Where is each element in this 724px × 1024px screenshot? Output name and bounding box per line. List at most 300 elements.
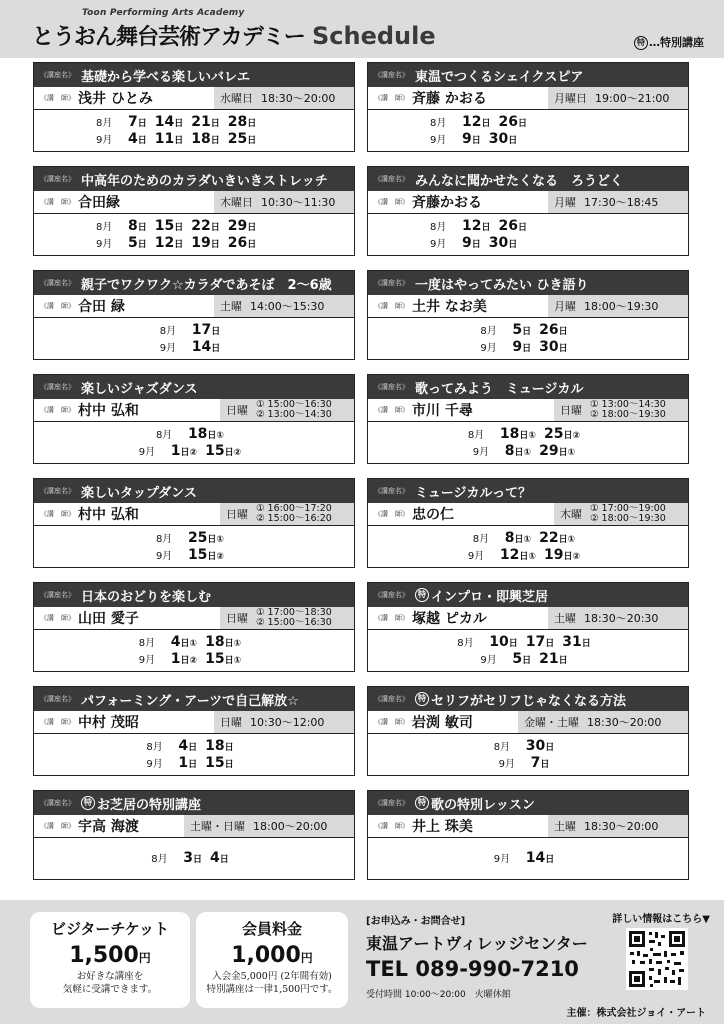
month-label: 8月	[96, 221, 113, 233]
session-date: 30日	[488, 234, 518, 251]
course-name-label: 《講座名》	[374, 695, 409, 703]
course-header	[34, 687, 354, 711]
course-title-text: 東温でつくるシェイクスピア	[415, 69, 584, 85]
weekday: 日曜	[226, 508, 248, 521]
time-slot: ② 15:00〜16:20	[256, 513, 332, 524]
month-label: 9月	[472, 446, 490, 458]
course-card[interactable]	[367, 270, 689, 360]
special-mark-icon: 特	[81, 796, 95, 810]
month-label: 9月	[138, 446, 156, 458]
course-header	[34, 63, 354, 87]
session-date: 15日②	[205, 442, 242, 459]
session-date: 22日	[191, 217, 220, 234]
month-label: 9月	[493, 854, 511, 865]
session-date: 1日	[178, 754, 198, 771]
course-title-text: 楽しいタップダンス	[81, 485, 197, 501]
date-row	[96, 218, 354, 235]
course-name-label: 《講座名》	[40, 799, 75, 807]
time-slots	[584, 194, 658, 210]
session-date: 26日	[539, 321, 568, 338]
instructor-label: 《講 師》	[40, 614, 75, 622]
session-dates	[34, 526, 354, 567]
course-title-text: お芝居の特別講座	[97, 797, 202, 813]
month-label: 8月	[155, 429, 173, 441]
course-title	[415, 794, 535, 813]
time-slot: ① 15:00〜16:30	[256, 399, 332, 410]
time-slot: 18:30〜20:00	[587, 716, 662, 729]
time-slot: ② 15:00〜16:30	[256, 617, 332, 628]
instructor-name: 村中 弘和	[78, 507, 139, 523]
instructor-row	[34, 503, 354, 526]
session-date: 1日②	[170, 650, 198, 667]
instructor-row	[368, 607, 688, 630]
weekday: 日曜	[226, 404, 248, 417]
course-name-label: 《講座名》	[374, 591, 409, 599]
special-mark-icon: 特	[634, 36, 648, 50]
legend-text: …特別講座	[649, 36, 704, 49]
instructor-name: 合田緑	[78, 195, 120, 211]
page-header	[0, 0, 724, 58]
session-date: 14日	[191, 338, 221, 355]
date-row	[468, 547, 588, 564]
session-date: 29日	[227, 217, 257, 234]
date-row	[139, 634, 249, 651]
instructor-name: 市川 千尋	[412, 403, 473, 419]
month-label: 8月	[146, 741, 163, 753]
course-title-text: インプロ・即興芝居	[431, 589, 549, 605]
instructor-name: 浅井 ひとみ	[78, 91, 153, 107]
instructor-row	[368, 399, 688, 422]
course-name-label: 《講座名》	[374, 175, 409, 183]
instructor-name: 斉藤かおる	[412, 195, 482, 211]
session-date: 12日	[462, 113, 491, 130]
course-title-text: ミュージカルって？	[415, 485, 532, 501]
session-date: 18日①	[187, 425, 225, 442]
course-card[interactable]	[33, 62, 355, 152]
time-box	[554, 399, 688, 421]
instructor-row	[368, 295, 688, 318]
academy-english-name: Toon Performing Arts Academy	[82, 8, 245, 18]
course-card[interactable]	[33, 686, 355, 776]
time-slots	[261, 90, 335, 106]
course-card[interactable]	[367, 374, 689, 464]
session-date: 31日	[562, 633, 591, 650]
session-date: 4日	[178, 737, 198, 754]
time-box	[214, 295, 354, 317]
date-row	[160, 322, 229, 339]
course-title-text: 基礎から学べる楽しいバレエ	[81, 69, 251, 85]
time-slots	[256, 504, 332, 524]
course-title	[415, 170, 623, 189]
month-label: 8月	[430, 221, 447, 233]
time-box	[548, 295, 688, 317]
time-slot: 18:30〜20:00	[261, 92, 336, 105]
session-dates	[34, 734, 354, 775]
course-title	[81, 794, 201, 813]
course-title	[81, 690, 299, 709]
session-date: 18日	[191, 130, 220, 147]
instructor-label: 《講 師》	[40, 510, 75, 518]
session-date: 3日	[183, 850, 202, 866]
course-card[interactable]	[367, 582, 689, 672]
date-row	[96, 114, 354, 131]
course-title	[415, 378, 583, 397]
course-card[interactable]	[33, 790, 355, 880]
session-date: 19日②	[544, 546, 581, 563]
course-header	[368, 63, 688, 87]
course-title	[81, 170, 328, 189]
time-slot: ② 18:00〜19:30	[590, 513, 666, 524]
date-row	[139, 443, 249, 460]
date-row	[480, 651, 575, 668]
time-box	[214, 191, 354, 213]
visitor-ticket-title: ビジターチケット	[50, 920, 170, 938]
date-row	[473, 530, 583, 547]
instructor-label: 《講 師》	[40, 822, 75, 830]
session-date: 10日	[489, 633, 518, 650]
weekday: 月曜	[554, 300, 576, 313]
visitor-ticket-box	[30, 912, 190, 1008]
course-header	[34, 479, 354, 503]
date-row	[156, 530, 232, 547]
session-date: 9日	[462, 130, 481, 147]
date-row	[96, 235, 354, 252]
weekday: 土曜	[554, 612, 576, 625]
instructor-label: 《講 師》	[374, 614, 409, 622]
course-title-text: 楽しいジャズダンス	[81, 381, 198, 397]
course-name-label: 《講座名》	[40, 695, 75, 703]
session-date: 17日	[191, 321, 221, 338]
session-dates	[34, 838, 354, 879]
session-dates	[368, 630, 688, 671]
course-header	[34, 167, 354, 191]
session-date: 29日①	[539, 442, 576, 459]
weekday: 土曜	[220, 300, 242, 313]
instructor-name: 合田 緑	[78, 299, 125, 315]
time-box	[214, 711, 354, 733]
session-date: 15日①	[205, 650, 242, 667]
time-slot: 19:00〜21:00	[595, 92, 670, 105]
session-date: 5日	[128, 234, 147, 251]
visitor-ticket-note-1: お好きな講座を	[76, 971, 144, 982]
session-date: 17日	[525, 633, 555, 650]
month-label: 8月	[96, 117, 113, 129]
course-header	[368, 375, 688, 399]
course-card[interactable]	[367, 62, 689, 152]
course-card[interactable]	[33, 478, 355, 568]
time-slot: ① 16:00〜17:20	[256, 503, 332, 514]
instructor-label: 《講 師》	[374, 406, 409, 414]
date-row	[96, 131, 354, 148]
session-date: 7日	[530, 754, 550, 771]
special-mark-icon: 特	[415, 692, 429, 706]
date-row	[430, 131, 688, 148]
visitor-ticket-price: 1,500円	[69, 943, 151, 968]
phone-number[interactable]: TEL 089-990-7210	[366, 957, 579, 981]
instructor-row	[34, 607, 354, 630]
session-dates	[368, 422, 688, 463]
date-row	[160, 339, 229, 356]
session-date: 18日	[205, 737, 234, 754]
month-label: 8月	[151, 854, 168, 865]
course-title-text: 歌の特別レッスン	[431, 797, 535, 813]
session-dates	[34, 318, 354, 359]
session-date: 15日②	[187, 546, 225, 563]
session-date: 11日	[154, 130, 184, 147]
time-slot: ② 13:00〜14:30	[256, 409, 332, 420]
member-fee-note-2: 特別講座は一律1,500円です。	[206, 984, 338, 995]
time-slot: 10:30〜12:00	[250, 716, 325, 729]
instructor-row	[34, 815, 354, 838]
session-dates	[34, 422, 354, 463]
qr-code-icon[interactable]	[626, 928, 688, 990]
time-box	[548, 191, 688, 213]
session-date: 8日①	[504, 529, 532, 546]
reception-hours: 受付時間 10:00〜20:00 火曜休館	[366, 990, 511, 1000]
session-date: 26日	[227, 234, 257, 251]
instructor-name: 忠の仁	[412, 507, 454, 523]
month-label: 8月	[430, 117, 447, 129]
session-date: 18日①	[205, 633, 242, 650]
course-name-label: 《講座名》	[374, 71, 409, 79]
course-title	[415, 66, 583, 85]
month-label: 9月	[467, 550, 485, 562]
course-name-label: 《講座名》	[40, 591, 75, 599]
time-slots	[584, 298, 658, 314]
date-row	[146, 738, 241, 755]
time-box	[554, 503, 688, 525]
time-box	[220, 399, 354, 421]
academy-logo-text: とうおん舞台芸術アカデミー	[32, 25, 305, 50]
instructor-label: 《講 師》	[40, 406, 75, 414]
month-label: 8月	[467, 429, 485, 441]
instructor-name: 宇高 海渡	[78, 819, 139, 835]
instructor-label: 《講 師》	[40, 302, 75, 310]
date-row	[457, 634, 599, 651]
session-date: 30日	[525, 737, 555, 754]
instructor-label: 《講 師》	[40, 198, 75, 206]
session-dates	[368, 214, 688, 255]
session-date: 8日①	[504, 442, 532, 459]
instructor-label: 《講 師》	[374, 302, 409, 310]
course-header	[368, 583, 688, 607]
weekday: 木曜	[560, 508, 582, 521]
time-slot: 10:30〜11:30	[261, 196, 336, 209]
course-name-label: 《講座名》	[40, 383, 75, 391]
session-date: 25日①	[187, 529, 225, 546]
session-date: 12日	[154, 234, 184, 251]
date-row	[156, 547, 232, 564]
time-slot: 17:30〜18:45	[584, 196, 659, 209]
more-info-label: 詳しい情報はこちら▼	[612, 914, 710, 925]
center-name: 東温アートヴィレッジセンター	[366, 934, 588, 953]
time-box	[548, 607, 688, 629]
instructor-label: 《講 師》	[374, 822, 409, 830]
instructor-label: 《講 師》	[374, 198, 409, 206]
session-date: 25日②	[544, 425, 581, 442]
course-card[interactable]	[367, 166, 689, 256]
instructor-name: 斉藤 かおる	[412, 91, 487, 107]
month-label: 9月	[430, 238, 447, 250]
weekday: 木曜日	[220, 196, 253, 209]
time-slot: 18:00〜19:30	[584, 300, 659, 313]
time-slot: 18:00〜20:00	[253, 820, 328, 833]
instructor-name: 岩渕 敏司	[412, 715, 473, 731]
session-date: 19日	[191, 234, 220, 251]
weekday: 日曜	[220, 716, 242, 729]
date-row	[430, 114, 688, 131]
course-name-label: 《講座名》	[374, 487, 409, 495]
time-slot: 18:30〜20:00	[584, 820, 659, 833]
month-label: 9月	[96, 134, 113, 146]
course-title-text: 歌ってみよう ミュージカル	[415, 381, 584, 397]
special-mark-icon: 特	[415, 796, 429, 810]
month-label: 8月	[155, 533, 173, 545]
session-date: 21日	[191, 113, 220, 130]
session-dates	[34, 214, 354, 255]
date-row	[494, 850, 563, 867]
session-dates	[368, 110, 688, 151]
instructor-name: 土井 なお美	[412, 299, 487, 315]
time-slots	[595, 90, 669, 106]
session-date: 26日	[498, 217, 527, 234]
course-title	[81, 66, 250, 85]
session-date: 15日	[205, 754, 234, 771]
month-label: 8月	[472, 533, 490, 545]
session-date: 15日	[154, 217, 184, 234]
instructor-row	[34, 711, 354, 734]
date-row	[473, 443, 583, 460]
month-label: 9月	[480, 342, 497, 354]
course-title	[415, 586, 548, 605]
time-slots	[250, 298, 324, 314]
date-row	[480, 322, 575, 339]
time-slots	[590, 504, 666, 524]
session-date: 18日①	[499, 425, 536, 442]
course-title	[81, 482, 197, 501]
course-card[interactable]	[33, 166, 355, 256]
course-title	[415, 690, 626, 709]
instructor-name: 村中 弘和	[78, 403, 139, 419]
session-date: 4日	[128, 130, 147, 147]
course-card[interactable]	[33, 582, 355, 672]
month-label: 8月	[138, 637, 156, 649]
course-card[interactable]	[33, 374, 355, 464]
course-title	[415, 482, 531, 501]
course-title-text: みんなに聞かせたくなる ろうどく	[415, 173, 624, 189]
time-box	[220, 503, 354, 525]
time-slot: ① 17:00〜18:30	[256, 607, 332, 618]
course-name-label: 《講座名》	[374, 279, 409, 287]
date-row	[499, 755, 558, 772]
course-header	[34, 375, 354, 399]
instructor-name: 井上 珠美	[412, 819, 473, 835]
special-course-legend	[634, 34, 704, 50]
session-dates	[34, 110, 354, 151]
course-name-label: 《講座名》	[40, 71, 75, 79]
course-title	[415, 274, 589, 293]
course-name-label: 《講座名》	[374, 383, 409, 391]
course-name-label: 《講座名》	[40, 175, 75, 183]
month-label: 9月	[159, 342, 177, 354]
session-dates	[368, 318, 688, 359]
course-header	[368, 687, 688, 711]
month-label: 9月	[155, 550, 173, 562]
session-date: 21日	[539, 650, 568, 667]
course-card[interactable]	[33, 270, 355, 360]
visitor-ticket-note-2: 気軽に受講できます。	[62, 984, 158, 995]
instructor-row	[368, 815, 688, 838]
time-box	[220, 607, 354, 629]
course-title-text: パフォーミング・アーツで自己解放☆	[81, 693, 299, 709]
course-header	[368, 479, 688, 503]
host-organization: 主催：株式会社ジョイ・アート	[566, 1008, 706, 1019]
session-date: 4日	[210, 850, 229, 866]
time-box	[214, 87, 354, 109]
time-slots	[590, 400, 666, 420]
session-date: 14日	[154, 113, 184, 130]
course-title-text: 一度はやってみたい ひき語り	[415, 277, 589, 293]
session-date: 7日	[128, 113, 147, 130]
time-slot: ② 18:00〜19:30	[590, 409, 666, 420]
course-card[interactable]	[367, 790, 689, 880]
date-row	[139, 651, 249, 668]
course-title	[81, 378, 197, 397]
instructor-row	[368, 191, 688, 214]
course-name-label: 《講座名》	[40, 487, 75, 495]
course-name-label: 《講座名》	[40, 279, 75, 287]
instructor-row	[34, 191, 354, 214]
session-date: 30日	[488, 130, 518, 147]
course-header	[368, 167, 688, 191]
course-title-text: 日本のおどりを楽しむ	[81, 589, 212, 605]
time-slots	[261, 194, 335, 210]
weekday: 月曜	[554, 196, 576, 209]
instructor-label: 《講 師》	[40, 718, 75, 726]
instructor-label: 《講 師》	[374, 510, 409, 518]
instructor-name: 中村 茂昭	[78, 715, 139, 731]
date-row	[430, 235, 688, 252]
course-header	[368, 791, 688, 815]
session-date: 14日	[525, 850, 555, 866]
course-header	[34, 791, 354, 815]
time-slot: ① 13:00〜14:30	[590, 399, 666, 410]
session-dates	[34, 630, 354, 671]
instructor-row	[34, 87, 354, 110]
session-date: 26日	[498, 113, 527, 130]
month-label: 9月	[96, 238, 113, 250]
time-box	[184, 815, 354, 837]
instructor-label: 《講 師》	[374, 94, 409, 102]
weekday: 土曜	[554, 820, 576, 833]
session-date: 30日	[539, 338, 568, 355]
instructor-row	[34, 295, 354, 318]
instructor-row	[34, 399, 354, 422]
course-title-text: 親子でワクワク☆カラダであそぼ 2〜6歳	[81, 277, 332, 293]
instructor-name: 塚越 ピカル	[412, 611, 487, 627]
course-card[interactable]	[367, 478, 689, 568]
time-box	[548, 815, 688, 837]
time-slots	[250, 714, 324, 730]
date-row	[468, 426, 588, 443]
instructor-row	[368, 503, 688, 526]
month-label: 9月	[430, 134, 447, 146]
month-label: 9月	[498, 758, 515, 770]
contact-label: [お申込み・お問合せ]	[366, 916, 466, 927]
session-date: 5日	[512, 650, 532, 667]
course-card[interactable]	[367, 686, 689, 776]
course-header	[368, 271, 688, 295]
